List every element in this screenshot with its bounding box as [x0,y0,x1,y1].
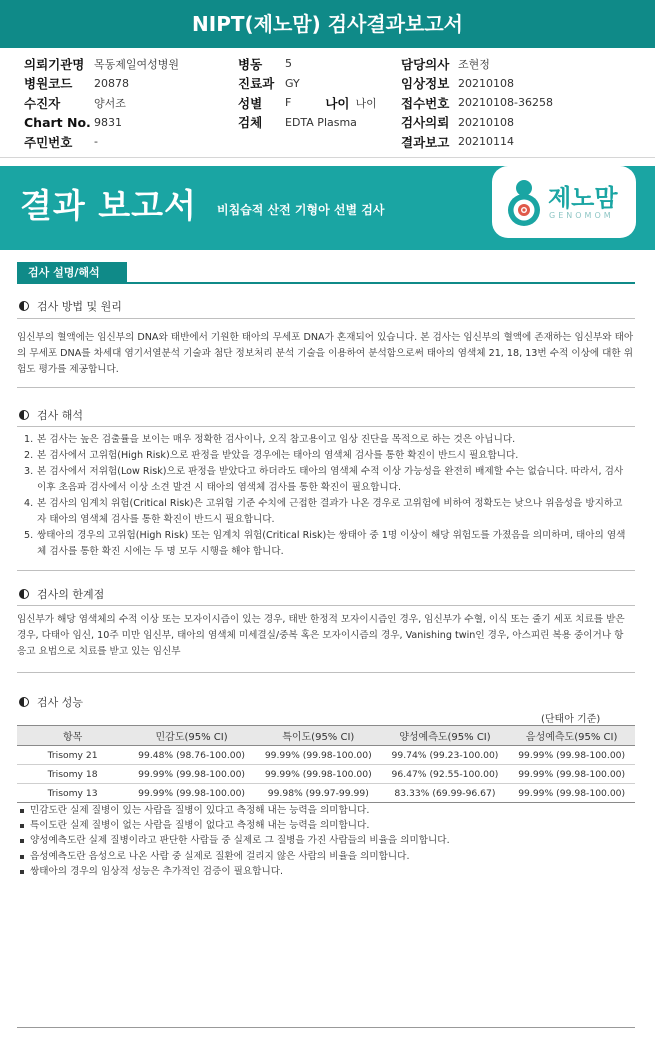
info-value: 20210114 [458,135,514,149]
info-label: 담당의사 [401,56,450,72]
report-title: NIPT(제노맘) 검사결과보고서 [192,12,463,36]
genomom-logo-icon [504,176,544,228]
info-label: 결과보고 [401,134,450,150]
info-value: 9831 [94,115,122,129]
info-label: 의뢰기관명 [24,56,85,72]
info-row [238,54,377,74]
info-label: 검체 [238,115,263,131]
logo-text: 제노맘 [548,184,618,212]
table-cell: 99.74% (99.23-100.00) [382,746,509,765]
list-text: 본 검사에서 저위험(Low Risk)으로 판정을 받았다고 하더라도 태아의 염색체 수적 이상 가능성을 완전히 배제할 수는 없습니다. 따라서, 검사 이후 초음파 검사에서 이상 소견 발견 시 태아의 염색체 검사를 통한 확진이 필요합니다. [37,466,624,493]
info-row [401,74,553,94]
list-number: 2. [24,450,34,462]
limits-text: 임신부가 해당 염색체의 수적 이상 또는 모자이시즘이 있는 경우, 태반 한정적 모자이시즘인 경우, 임신부가 수혈, 이식 또는 줄기 세포 치료를 받은 경우, 다태아 임신, 10주 미만 임신부, 태아의 염색체 미세결실/중복 혹은 모자이시즘의 경우, Vanishing twin인 경우, 아스피린 복용 중이거나 항 응고 요법으로 치료를 받고 있는 임신부 [17,614,625,657]
info-value: 20878 [94,76,129,90]
table-note: (단태아 기준) [541,714,601,725]
info-row [238,74,377,94]
table-header: 민감도(95% CI) [128,726,255,746]
list-text: 본 검사에서 고위험(High Risk)으로 판정을 받았을 경우에는 태아의 염색체 검사를 통한 확진이 반드시 필요합니다. [37,450,519,462]
performance-notes [20,803,635,879]
list-item [24,448,628,464]
note-item [20,864,635,879]
page-bottom-divider [17,1027,635,1028]
table-cell: 99.99% (99.98-100.00) [508,765,635,784]
table-row [17,765,635,784]
list-number: 3. [24,466,34,478]
interpret-list [24,432,628,560]
info-label: 성별 [238,95,263,111]
note-text: 민감도란 실제 질병이 있는 사람을 질병이 있다고 측정해 내는 능력을 의미합니다. [30,805,370,816]
note-item [20,803,635,818]
info-value: 목동제일여성병원 [94,57,180,71]
list-item [24,496,628,527]
bullet-icon [20,809,24,813]
note-text: 음성예측도란 음성으로 나온 사람 중 실제로 질환에 걸리지 않은 사람의 비율을 의미합니다. [30,850,410,862]
table-row [17,784,635,803]
info-row [238,93,377,113]
result-banner [0,166,655,250]
table-cell: 99.99% (99.98-100.00) [255,746,382,765]
info-value: 조현정 [458,57,490,71]
bullet-icon [20,839,24,843]
info-value: - [94,135,98,149]
info-value: GY [285,76,300,90]
genomom-logo [492,166,636,238]
table-cell: 99.99% (99.98-100.00) [508,746,635,765]
list-text: 본 검사의 임계치 위험(Critical Risk)은 고위험 기준 수치에 근접한 결과가 나온 경우로 고위험에 비하여 정확도는 낮으나 위음성을 방지하고자 태아의 염색체 검사를 통한 확진이 반드시 필요합니다. [37,498,623,525]
performance-table [17,725,635,803]
info-value: 20210108 [458,115,514,129]
note-text: 양성예측도란 실제 질병이라고 판단한 사람들 중 실제로 그 질병을 가진 사람들의 비율을 의미합니다. [30,835,450,847]
age-label: 나이 [325,95,350,111]
table-cell: 99.99% (99.98-100.00) [128,765,255,784]
section-tab [17,262,127,283]
table-header: 특이도(95% CI) [255,726,382,746]
table-cell: 99.99% (99.98-100.00) [508,784,635,803]
divider [17,605,635,606]
info-label: 주민번호 [24,134,73,150]
table-cell: 96.47% (92.55-100.00) [382,765,509,784]
table-cell: Trisomy 18 [17,765,128,784]
divider [17,672,635,673]
table-cell: 99.99% (99.98-100.00) [128,784,255,803]
info-label: 진료과 [238,76,275,92]
info-column-2 [238,54,377,132]
table-cell: 83.33% (69.99-96.67) [382,784,509,803]
list-item [24,432,628,448]
info-label: 수진자 [24,95,61,111]
table-cell: 99.99% (99.98-100.00) [255,765,382,784]
limits-heading-text: 검사의 한계점 [37,588,105,601]
divider [17,318,635,319]
logo-subtext: GENOMOM [549,211,614,220]
list-item [24,528,628,559]
bullet-icon [20,870,24,874]
table-cell: Trisomy 21 [17,746,128,765]
list-item [24,464,628,495]
info-row [401,132,553,152]
report-title-bar [0,0,655,48]
info-label: 병원코드 [24,76,73,92]
interpret-heading-text: 검사 해석 [37,409,84,422]
half-circle-icon [19,410,29,420]
info-value: 5 [285,57,292,71]
table-header: 음성예측도(95% CI) [508,726,635,746]
patient-info-panel [0,48,655,158]
age-value: 나이 [355,96,377,110]
info-column-1 [24,54,179,152]
table-header: 항목 [17,726,128,746]
list-number: 1. [24,434,34,445]
list-number: 4. [24,498,34,510]
note-item [20,818,635,833]
info-label: 접수번호 [401,95,450,111]
info-row [24,54,179,74]
info-label: 병동 [238,56,263,72]
section-divider [17,282,635,284]
banner-subtitle: 비침습적 산전 기형아 선별 검사 [217,203,385,217]
table-row [17,746,635,765]
table-header-row [17,726,635,746]
banner-title: 결과 보고서 [20,186,197,225]
info-value: 20210108-36258 [458,96,553,110]
info-row [401,54,553,74]
table-cell: 99.48% (98.76-100.00) [128,746,255,765]
interpret-heading [19,407,83,423]
half-circle-icon [19,589,29,599]
divider [17,570,635,571]
method-heading [19,298,122,314]
note-item [20,849,635,864]
table-header: 양성예측도(95% CI) [382,726,509,746]
table-cell: 99.98% (99.97-99.99) [255,784,382,803]
info-label: 임상정보 [401,76,450,92]
list-text: 본 검사는 높은 검출률을 보이는 매우 정확한 검사이나, 오직 참고용이고 임상 진단을 목적으로 하는 것은 아닙니다. [37,434,516,445]
section-tab-label: 검사 설명/해석 [28,266,100,279]
note-text: 쌍태아의 경우의 임상적 성능은 추가적인 검증이 필요합니다. [30,865,284,877]
limits-heading [19,586,104,602]
info-row [401,93,553,113]
note-text: 특이도란 실제 질병이 없는 사람을 질병이 없다고 측정해 내는 능력을 의미합니다. [30,820,370,832]
method-text: 임신부의 혈액에는 임신부의 DNA와 태반에서 기원한 태아의 무세포 DNA가 혼재되어 있습니다. 본 검사는 임신부의 혈액에 존재하는 임신부와 태아의 무세포 DNA를 차세대 염기서열분석 기술과 첨단 정보처리 분석 기술을 이용하여 분석함으로써 태아의 염색체 21, 18, 13번 수적 이상에 대한 위험도 평가를 제공합니다. [17,332,634,375]
info-value: F [285,96,292,110]
info-value: 양서조 [94,96,126,110]
info-label: Chart No. [24,114,91,130]
bullet-icon [20,824,24,828]
info-label: 검사의뢰 [401,115,450,131]
bullet-icon [20,855,24,859]
performance-heading-text: 검사 성능 [37,696,84,709]
info-value: 20210108 [458,76,514,90]
info-row [238,113,377,133]
list-text: 쌍태아의 경우의 고위험(High Risk) 또는 임계치 위험(Critical Risk)는 쌍태아 중 1명 이상이 해당 위험도를 가졌음을 의미하며, 태아의 염색체 검사를 통한 확진 시에는 두 명 모두 시행을 해야 합니다. [37,529,626,557]
table-cell: Trisomy 13 [17,784,128,803]
info-row [24,74,179,94]
method-heading-text: 검사 방법 및 원리 [37,300,122,313]
divider [17,387,635,388]
info-row [401,113,553,133]
info-column-3 [401,54,553,152]
half-circle-icon [19,301,29,311]
info-row [24,93,179,113]
info-row [24,113,179,133]
list-number: 5. [24,529,34,541]
performance-heading [19,694,83,710]
info-row [24,132,179,152]
info-value: EDTA Plasma [285,115,357,129]
divider [17,426,635,427]
half-circle-icon [19,697,29,707]
note-item [20,833,635,848]
